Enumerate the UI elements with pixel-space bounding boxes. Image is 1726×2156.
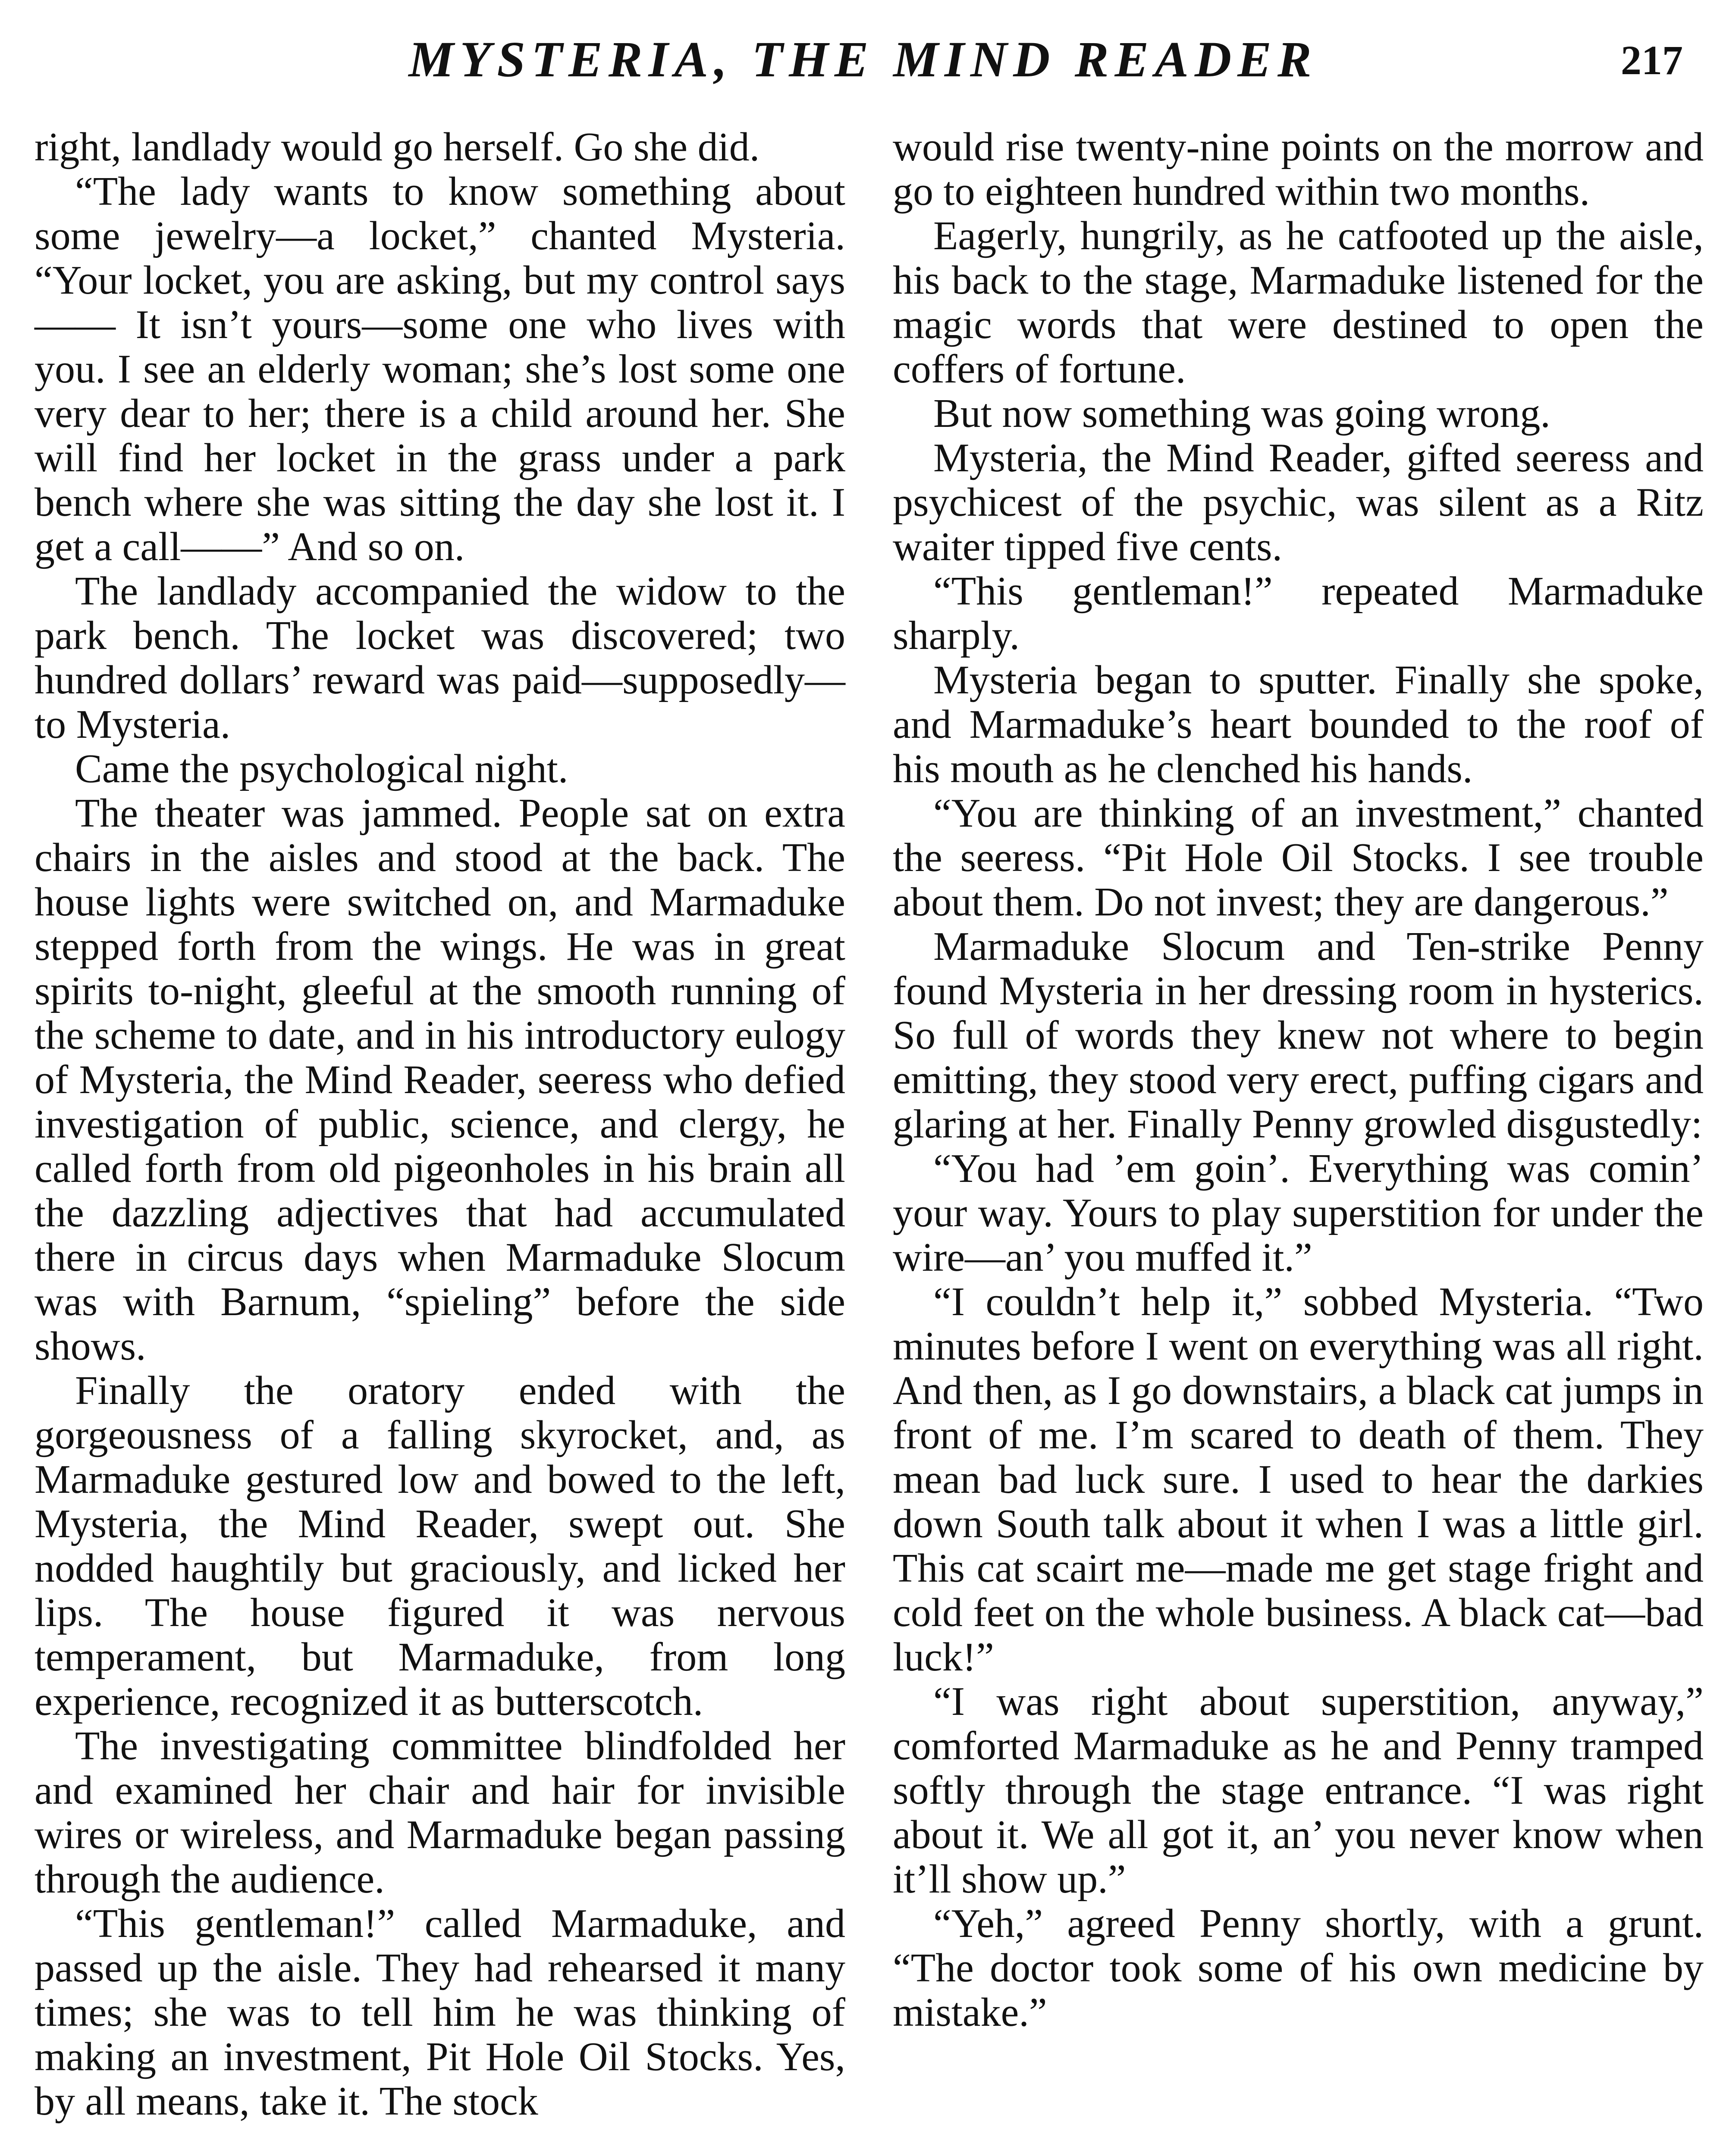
paragraph: Finally the oratory ended with the gorgeousness of a falling skyrocket, and, as Marmaduke gestured low and bowed to the left, Mysteria, the Mind Reader, swept out. She nodded haughtily but graciously, and licked her lips. The house figured it was nervous temperament, but Marmaduke, from long experience, recognized it as butterscotch. (35, 1368, 845, 1724)
paragraph: The investigating committee blindfolded her and examined her chair and hair for invisible wires or wireless, and Marmaduke began passing through the audience. (35, 1724, 845, 1902)
paragraph: “This gentleman!” repeated Marmaduke sharply. (893, 569, 1704, 658)
paragraph: “I couldn’t help it,” sobbed Mysteria. “Two minutes before I went on everything was all right. And then, as I go downstairs, a black cat jumps in front of me. I’m scared to death of them. They mean bad luck sure. I used to hear the darkies down South talk about it when I was a little girl. This cat scairt me—made me get stage fright and cold feet on the whole business. A black cat—bad luck!” (893, 1279, 1704, 1680)
paragraph: “You are thinking of an investment,” chanted the seeress. “Pit Hole Oil Stocks. I see trouble about them. Do not invest; they are dangerous.” (893, 791, 1704, 924)
paragraph: “The lady wants to know something about some jewelry—a locket,” chanted Mysteria. “Your locket, you are asking, but my control says—— It isn’t yours—some one who lives with you. I see an elderly woman; she’s lost some one very dear to her; there is a child around her. She will find her locket in the grass under a park bench where she was sitting the day she lost it. I get a call——” And so on. (35, 169, 845, 569)
paragraph: “Yeh,” agreed Penny shortly, with a grunt. “The doctor took some of his own medicine by mistake.” (893, 1901, 1704, 2035)
text-column-right (893, 125, 1704, 2035)
paragraph: Marmaduke Slocum and Ten-strike Penny found Mysteria in her dressing room in hysterics. So full of words they knew not where to begin emitting, they stood very erect, puffing cigars and glaring at her. Finally Penny growled disgustedly: (893, 924, 1704, 1147)
text-column-left (35, 125, 845, 2124)
paragraph: Mysteria, the Mind Reader, gifted seeress and psychicest of the psychic, was silent as a Ritz waiter tipped five cents. (893, 436, 1704, 569)
paragraph: right, landlady would go herself. Go she did. (35, 125, 760, 169)
page-number: 217 (1621, 37, 1683, 83)
paragraph: Eagerly, hungrily, as he catfooted up the aisle, his back to the stage, Marmaduke listened for the magic words that were destined to open the coffers of fortune. (893, 213, 1704, 392)
paragraph: But now something was going wrong. (933, 391, 1550, 436)
paragraph: The theater was jammed. People sat on extra chairs in the aisles and stood at the back. The house lights were switched on, and Marmaduke stepped forth from the wings. He was in great spirits to-night, gleeful at the smooth running of the scheme to date, and in his introductory eulogy of Mysteria, the Mind Reader, seeress who defied investigation of public, science, and clergy, he called forth from old pigeonholes in his brain all the dazzling adjectives that had accumulated there in circus days when Marmaduke Slocum was with Barnum, “spieling” before the side shows. (35, 791, 845, 1369)
page-header (0, 26, 1726, 112)
running-title: MYSTERIA, THE MIND READER (408, 31, 1318, 88)
paragraph: The landlady accompanied the widow to the park bench. The locket was discovered; two hundred dollars’ reward was paid—supposedly—to Mysteria. (35, 569, 845, 747)
paragraph: “This gentleman!” called Marmaduke, and passed up the aisle. They had rehearsed it many times; she was to tell him he was thinking of making an investment, Pit Hole Oil Stocks. Yes, by all means, take it. The stock (35, 1901, 845, 2124)
paragraph: “I was right about superstition, anyway,” comforted Marmaduke as he and Penny tramped softly through the stage entrance. “I was right about it. We all got it, an’ you never know when it’ll show up.” (893, 1679, 1704, 1902)
paragraph: would rise twenty-nine points on the morrow and go to eighteen hundred within two months. (893, 125, 1704, 214)
paragraph: “You had ’em goin’. Everything was comin’ your way. Yours to play superstition for under the wire—an’ you muffed it.” (893, 1146, 1704, 1280)
paragraph: Came the psychological night. (75, 746, 568, 791)
paragraph: Mysteria began to sputter. Finally she spoke, and Marmaduke’s heart bounded to the roof of his mouth as he clenched his hands. (893, 658, 1704, 791)
